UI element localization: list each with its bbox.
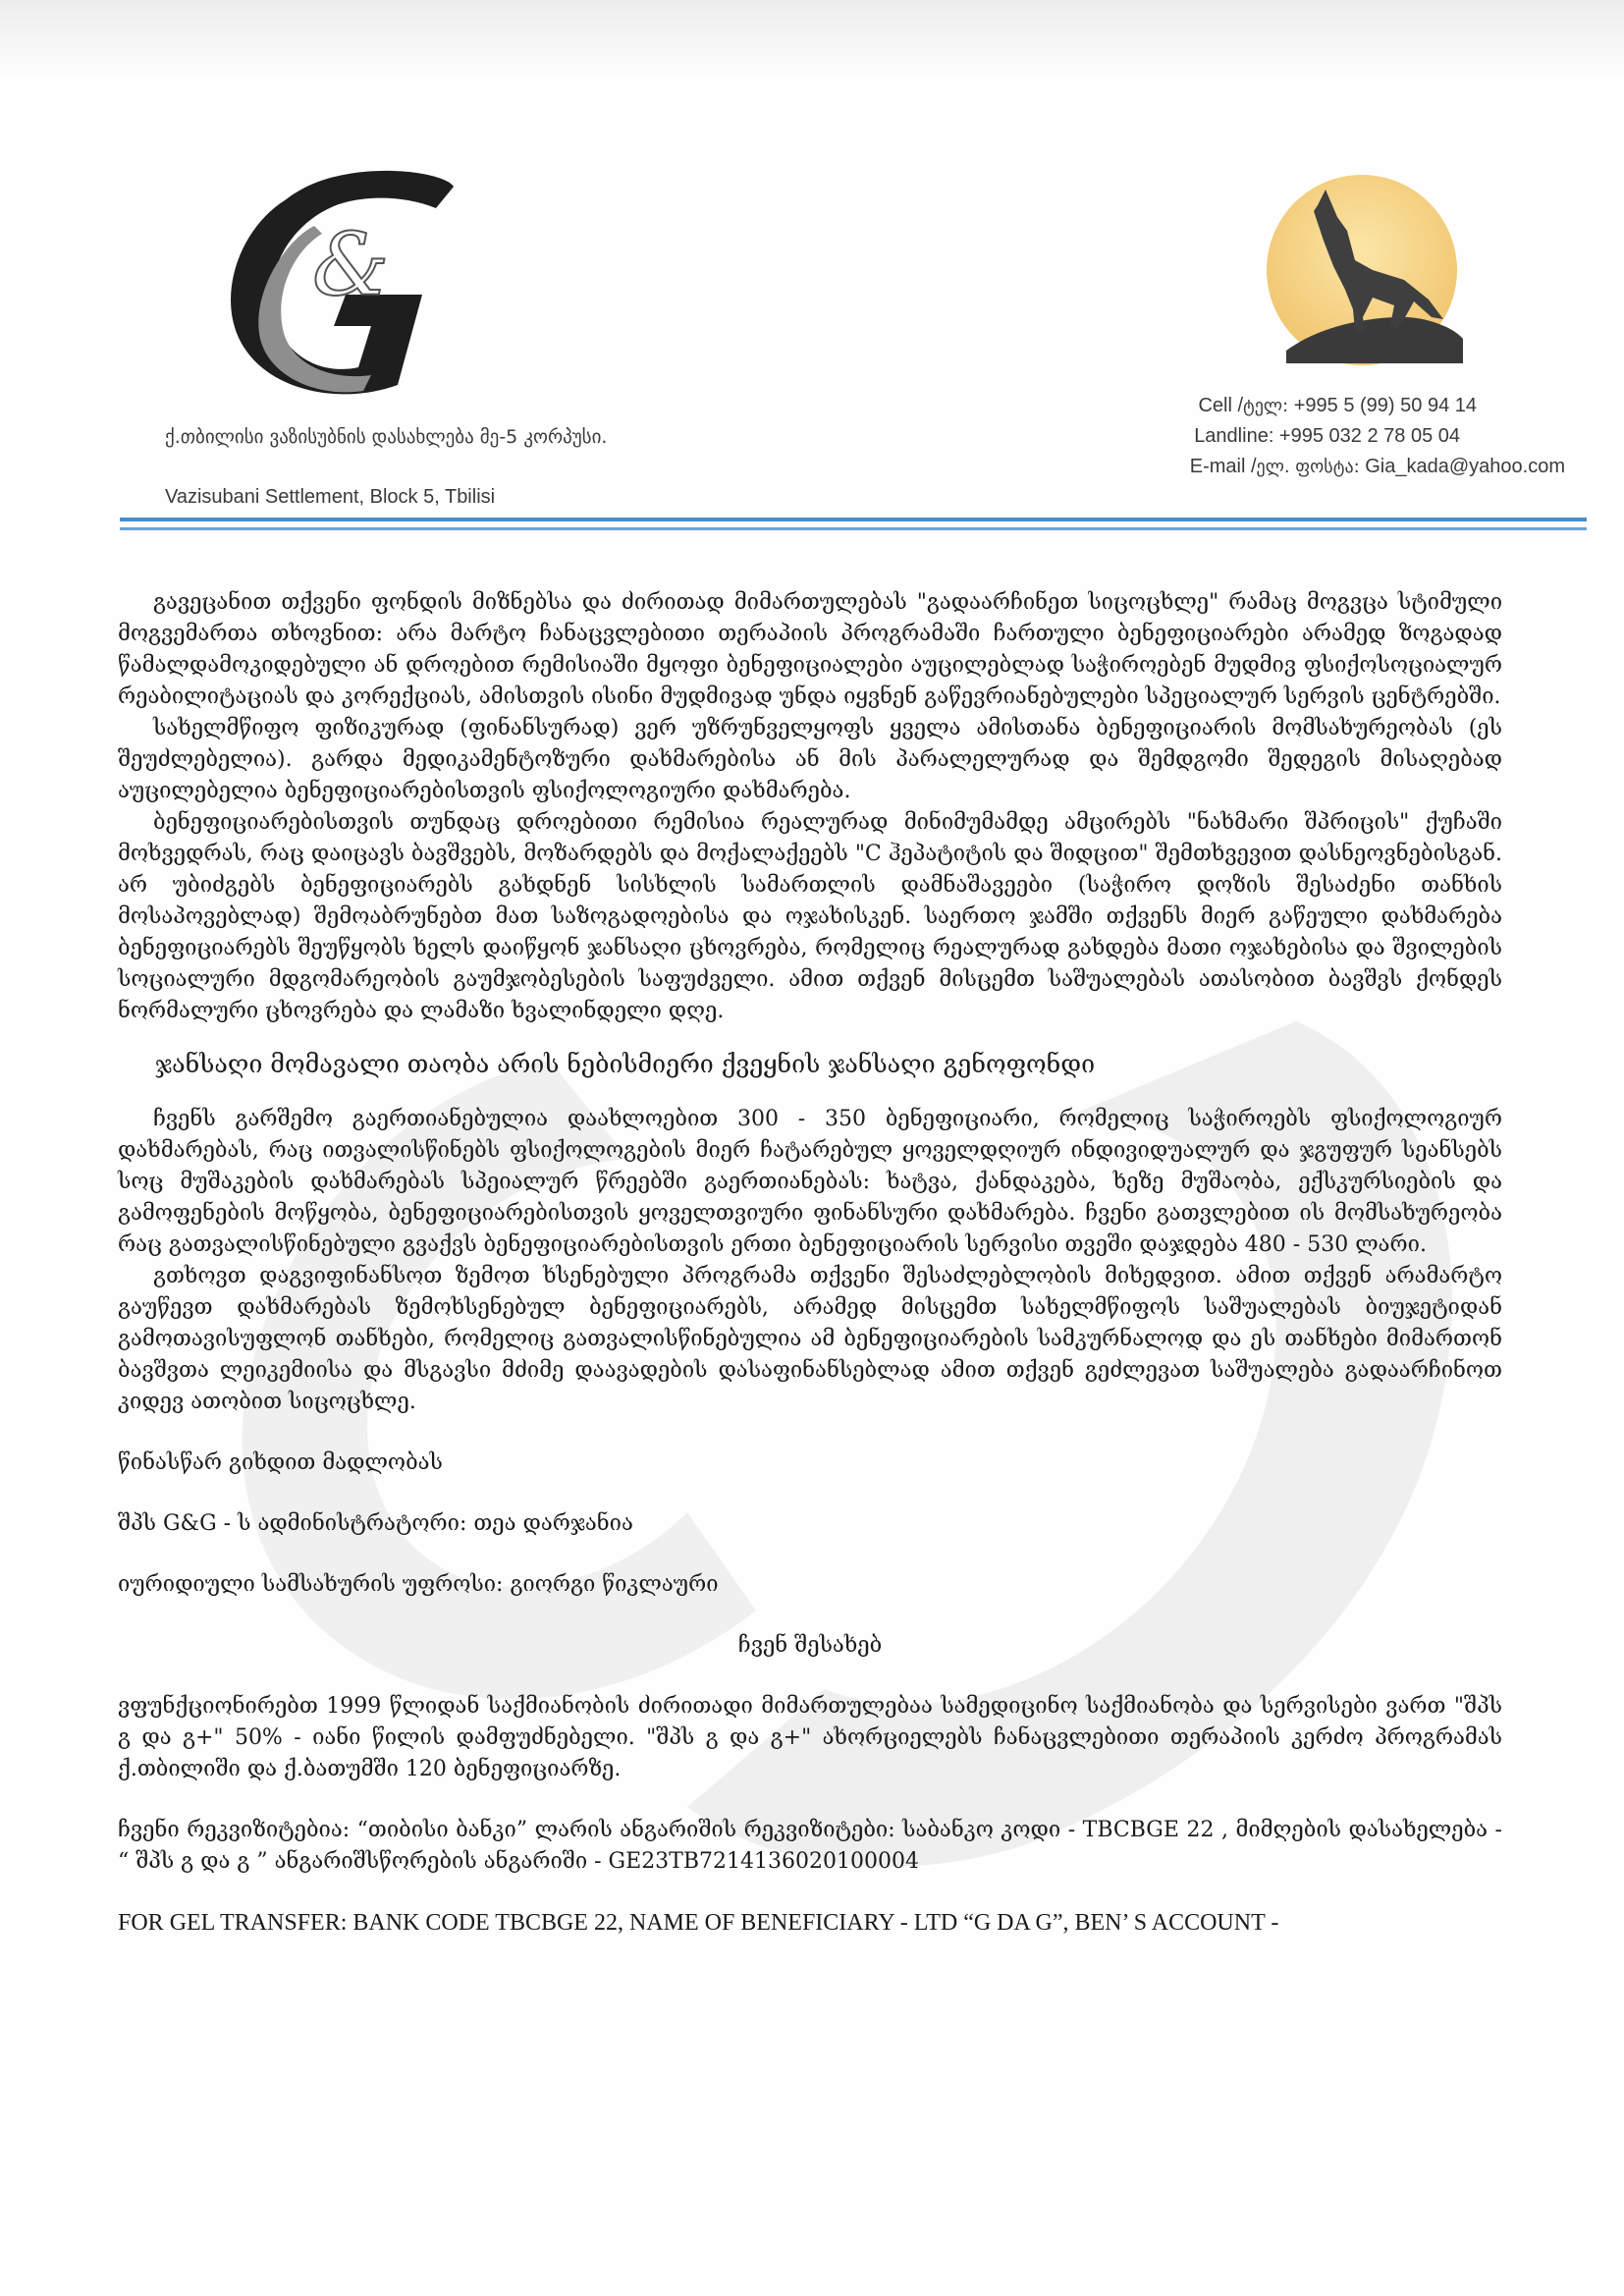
administrator-line: შპს G&G - ს ადმინისტრატორი: თეა დარჯანია bbox=[118, 1511, 633, 1536]
gg-logo-icon bbox=[196, 157, 461, 403]
bank-requisites: ჩვენი რეკვიზიტებია: “თიბისი ბანკი” ლარის ანგარიშის რეკვიზიტები: საბანკო კოდი - TBCBGE 22 , მიმღების დასახელება - “ შპს გ და გ ” ანგარიშსწორების ანგარიში - GE23TB7214136020100004 bbox=[118, 1818, 1502, 1874]
address-english: Vazisubani Settlement, Block 5, Tbilisi bbox=[165, 486, 496, 508]
paragraph-state: სახელმწიფო ფიზიკურად (ფინანსურად) ვერ უზრუნველყოფს ყველა ამისთანა ბენეფიციარის მომსახურეობას (ეს შეუძლებელია). გარდა მედიკამენტოზური დახმარებისა ან მის პარალელურად და შემდგომი შედეგის მისაღებად აუცილებელია ბენეფიციარებისთვის ფსიქოლოგიური დახმარება. bbox=[118, 716, 1502, 803]
contact-email bbox=[1190, 456, 1565, 478]
paragraph-beneficiaries: ჩვენს გარშემო გაერთიანებულია დაახლოებით 300 - 350 ბენეფიციარი, რომელიც საჭიროებს ფსიქოლოგიურ დახმარებას, რაც ითვალისწინებს ფსიქოლოგების მიერ ჩატარებულ ყოველდღიურ ინდივიდუალურ და ჯგუფურ სეანსებს სოც მუშაკების დახმარებას სპეიალურ წრეებში გაერთიანებას: ხატვა, ქანდაკება, ხეზე მუშაობა, ექსკურსიების და გამოფენების მოწყობა, ბენეფიციარებისთვის ყოველთვიური ფინანსური დახმარება. ჩვენი გათვლებით ის მომსახურეობა რაც გათვალისწინებული გვაქვს ბენეფიციარებისთვის ერთი ბენეფიციარის სერვისი თვეში დაჯდება 480 - 530 ლარი. bbox=[118, 1107, 1502, 1257]
howling-wolf-icon bbox=[1257, 172, 1468, 368]
contact-cell bbox=[1198, 395, 1477, 417]
paragraph-intro: გავეცანით თქვენი ფონდის მიზნებსა და ძირითად მიმართულებას "გადაარჩინეთ სიცოცხლე" რამაც მოგვცა სტიმული მოგვემართა თხოვნით: არა მარტო ჩანაცვლებითი თერაპიის პროგრამაში ჩართული ბენეფიციარები არამედ ზოგადად წამალდამოკიდებული ან დროებით რემისიაში მყოფი ბენეფიციალები აუცილებლად საჭიროებენ მუდმივ ფსიქოსოციალურ რეაბილიტაციას და კორექციას, ამისთვის ისინი მუდმივად უნდა იყვნენ გაწევრიანებულები სპეციალურ სერვის ცენტრებში. bbox=[118, 590, 1502, 709]
letter-body bbox=[118, 587, 1502, 1939]
cell-value: +995 5 (99) 50 94 14 bbox=[1288, 395, 1477, 416]
contact-landline: Landline: +995 032 2 78 05 04 bbox=[1194, 425, 1460, 447]
address-georgian: ქ.თბილისი ვაზისუბნის დასახლება მე-5 კორპუსი. bbox=[165, 426, 608, 448]
legal-head-line: იურიდიული სამსახურის უფროსი: გიორგი წიკლაური bbox=[118, 1572, 719, 1597]
svg-text:&: & bbox=[312, 214, 390, 315]
thanks-line: წინასწარ გიხდით მადლობას bbox=[118, 1450, 443, 1475]
cell-label-en: Cell / bbox=[1198, 395, 1244, 416]
email-value: Gia_kada@yahoo.com bbox=[1359, 456, 1565, 477]
about-title: ჩვენ შესახებ bbox=[737, 1633, 883, 1658]
scan-top-band bbox=[0, 0, 1624, 79]
email-label-en: E-mail / bbox=[1189, 456, 1257, 477]
paragraph-request: გთხოვთ დაგვიფინანსოთ ზემოთ ხსენებული პროგრამა თქვენი შესაძლებლობის მიხედვით. ამით თქვენ არამარტო გაუწევთ დახმარებას ზემოხსენებულ ბენეფიციარებს, არამედ მისცემთ სახელმწიფოს საშუალებას ბიუჯეტიდან გამოთავისუფლონ თანხები, რომელიც გათვალისწინებულია ამ ბენეფიციარების სამკურნალოდ და ეს თანხები მიმართონ ბავშვთა ლეიკემიისა და მსგავსი მძიმე დაავადების დასაფინანსებლად ამით თქვენ გეძლევათ საშუალება გადაარჩინოთ კიდევ ათობით სიცოცხლე. bbox=[118, 1264, 1502, 1414]
gel-transfer-line: FOR GEL TRANSFER: BANK CODE TBCBGE 22, NAME OF BENEFICIARY - LTD “G DA G”, BEN’ S ACCOUNT - bbox=[118, 1910, 1279, 1936]
paragraph-remission: ბენეფიციარებისთვის თუნდაც დროებითი რემისია რეალურად მინიმუმამდე ამცირებს "ნახმარი შპრიცის" ქუჩაში მოხვედრას, რაც დაიცავს ბავშვებს, მოზარდებს და მოქალაქეებს "C ჰეპატიტის და შიდცით" შემთხვევით დასნეოვნებისგან. არ უბიძგებს ბენეფიციარებს გახდნენ სისხლის სამართლის დამნაშავეები (საჭირო დოზის შესაძენი თანხის მოსაპოვებლად) შემოაბრუნებთ მათ საზოგადოებისა და ოჯახისკენ. საერთო ჯამში თქვენს მიერ გაწეული დახმარება ბენეფიციარებს შეუწყობს ხელს დაიწყონ ჯანსაღი ცხოვრება, რომელიც რეალურად გახდება მათი ოჯახებისა და შვილების სოციალური მდგომარეობის გაუმჯობესების საფუძველი. ამით თქვენ მისცემთ საშუალებას ათასობით ბავშვს ქონდეს ნორმალური ცხოვრება და ლამაზი ხვალინდელი დღე. bbox=[118, 810, 1502, 1023]
header-rule bbox=[120, 518, 1587, 521]
header-rule-secondary bbox=[120, 527, 1587, 530]
paragraph-about: ვფუნქციონირებთ 1999 წლიდან საქმიანობის ძირითადი მიმართულებაა სამედიცინო საქმიანობა და სერვისები ვართ "შპს გ და გ+" 50% - იანი წილის დამფუძნებელი. "შპს გ და გ+" ახორციელებს ჩანაცვლებითი თერაპიის კერძო პროგრამას ქ.თბილიში და ქ.ბათუმში 120 ბენეფიციარზე. bbox=[118, 1694, 1502, 1781]
section-heading: ჯანსაღი მომავალი თაობა არის ნებისმიერი ქვეყნის ჯანსაღი გენოფონდი bbox=[155, 1050, 1096, 1078]
cell-label-ka: ტელ: bbox=[1243, 396, 1289, 416]
email-label-ka: ელ. ფოსტა: bbox=[1256, 457, 1360, 477]
